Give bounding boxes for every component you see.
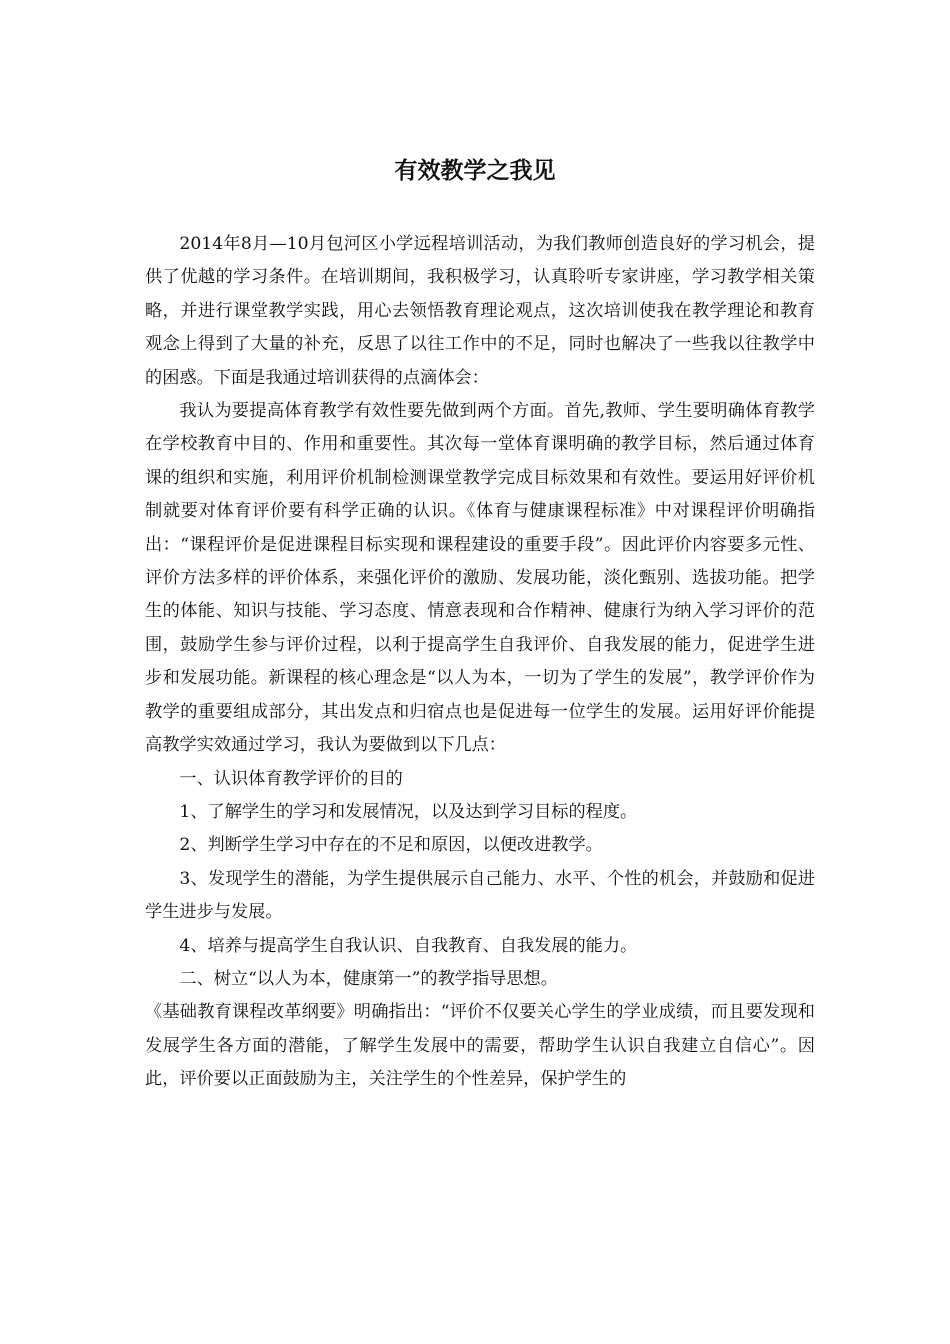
paragraph: 《基础教育课程改革纲要》明确指出：“评价不仅要关心学生的学业成绩，而且要发现和发展学生各方面的潜能，了解学生发展中的需要，帮助学生认识自我建立自信心”。因此，评价要以正面鼓励为主，关注学生的个性差异，保护学生的: [145, 1002, 815, 1090]
paragraph: 4、培养与提高学生自我认识、自我教育、自我发展的能力。: [179, 935, 638, 956]
paragraph: 一、认识体育教学评价的目的: [179, 768, 403, 789]
paragraph: 二、树立“以人为本，健康第一”的教学指导思想。: [179, 968, 558, 989]
paragraph: 1、了解学生的学习和发展情况，以及达到学习目标的程度。: [179, 801, 638, 822]
paragraph: 3、发现学生的潜能，为学生提供展示自己能力、水平、个性的机会，并鼓励和促进学生进步与发展。: [145, 868, 815, 923]
document-title: 有效教学之我见: [394, 157, 556, 184]
paragraph: 我认为要提高体育教学有效性要先做到两个方面。首先,教师、学生要明确体育教学在学校教育中目的、作用和重要性。其次每一堂体育课明确的教学目标，然后通过体育课的组织和实施，利用评价机制检测课堂教学完成目标效果和有效性。要运用好评价机制就要对体育评价要有科学正确的认识。《体育与健康课程标准》中对课程评价明确指出：“课程评价是促进课程目标实现和课程建设的重要手段”。因此评价内容要多元性、评价方法多样的评价体系，来强化评价的激励、发展功能，淡化甄别、选拔功能。把学生的体能、知识与技能、学习态度、情意表现和合作精神、健康行为纳入学习评价的范围，鼓励学生参与评价过程，以利于提高学生自我评价、自我发展的能力，促进学生进步和发展功能。新课程的核心理念是“以人为本，一切为了学生的发展”，教学评价作为教学的重要组成部分，其出发点和归宿点也是促进每一位学生的发展。运用好评价能提高教学实效通过学习，我认为要做到以下几点：: [145, 401, 815, 756]
document-body: [145, 228, 815, 1097]
paragraph: 2014年8月—10月包河区小学远程培训活动，为我们教师创造良好的学习机会，提供了优越的学习条件。在培训期间，我积极学习，认真聆听专家讲座，学习教学相关策略，并进行课堂教学实践，用心去领悟教育理论观点，这次培训使我在教学理论和教育观念上得到了大量的补充，反思了以往工作中的不足，同时也解决了一些我以往教学中的困惑。下面是我通过培训获得的点滴体会：: [145, 234, 815, 388]
paragraph: 2、判断学生学习中存在的不足和原因，以便改进教学。: [179, 835, 603, 856]
